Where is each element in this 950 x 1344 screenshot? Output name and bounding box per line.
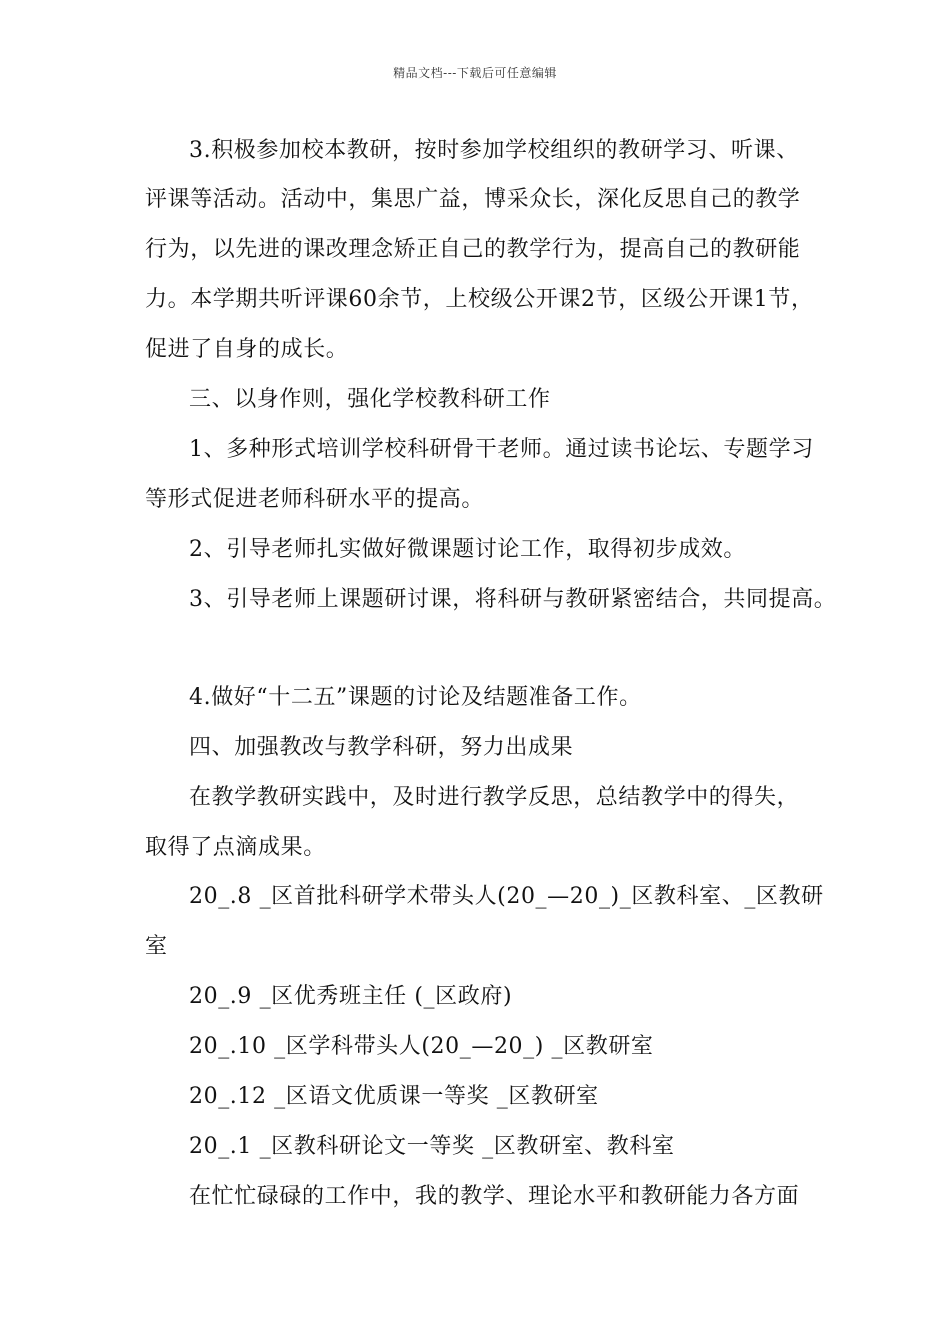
paragraph-line: 在教学教研实践中，及时进行教学反思，总结教学中的得失， [189,785,800,810]
achievement-line: 20_.12 _区语文优质课一等奖 _区教研室 [189,1084,599,1109]
paragraph-line: 取得了点滴成果。 [145,835,326,860]
paragraph-line: 4.做好“十二五”课题的讨论及结题准备工作。 [189,685,642,710]
paragraph-line: 2、引导老师扎实做好微课题讨论工作，取得初步成效。 [189,537,746,562]
achievement-line: 20_.8 _区首批科研学术带头人(20_—20_)_区教科室、_区教研 [189,884,824,909]
paragraph-line: 行为，以先进的课改理念矫正自己的教学行为，提高自己的教研能 [145,237,801,262]
paragraph-line: 3.积极参加校本教研，按时参加学校组织的教研学习、听课、 [189,138,799,163]
achievement-line: 20_.9 _区优秀班主任 (_区政府) [189,984,513,1009]
paragraph-line: 等形式促进老师科研水平的提高。 [145,487,485,512]
paragraph-line: 促进了自身的成长。 [145,337,349,362]
paragraph-line: 3、引导老师上课题研讨课，将科研与教研紧密结合，共同提高。 [189,587,837,612]
page-header: 精品文档---下载后可任意编辑 [393,66,557,80]
paragraph-line: 力。本学期共听评课60余节，上校级公开课2节，区级公开课1节， [145,287,814,312]
paragraph-line: 1、多种形式培训学校科研骨干老师。通过读书论坛、专题学习 [189,437,814,462]
achievement-line: 室 [145,934,168,959]
achievement-line: 20_.10 _区学科带头人(20_—20_) _区教研室 [189,1034,654,1059]
achievement-line: 20_.1 _区教科研论文一等奖 _区教研室、教科室 [189,1134,675,1159]
paragraph-line: 在忙忙碌碌的工作中，我的教学、理论水平和教研能力各方面 [189,1184,800,1209]
paragraph-line: 评课等活动。活动中，集思广益，博采众长，深化反思自己的教学 [145,187,801,212]
section-heading: 四、加强教改与教学科研，努力出成果 [189,735,574,760]
section-heading: 三、以身作则，强化学校教科研工作 [189,387,551,412]
